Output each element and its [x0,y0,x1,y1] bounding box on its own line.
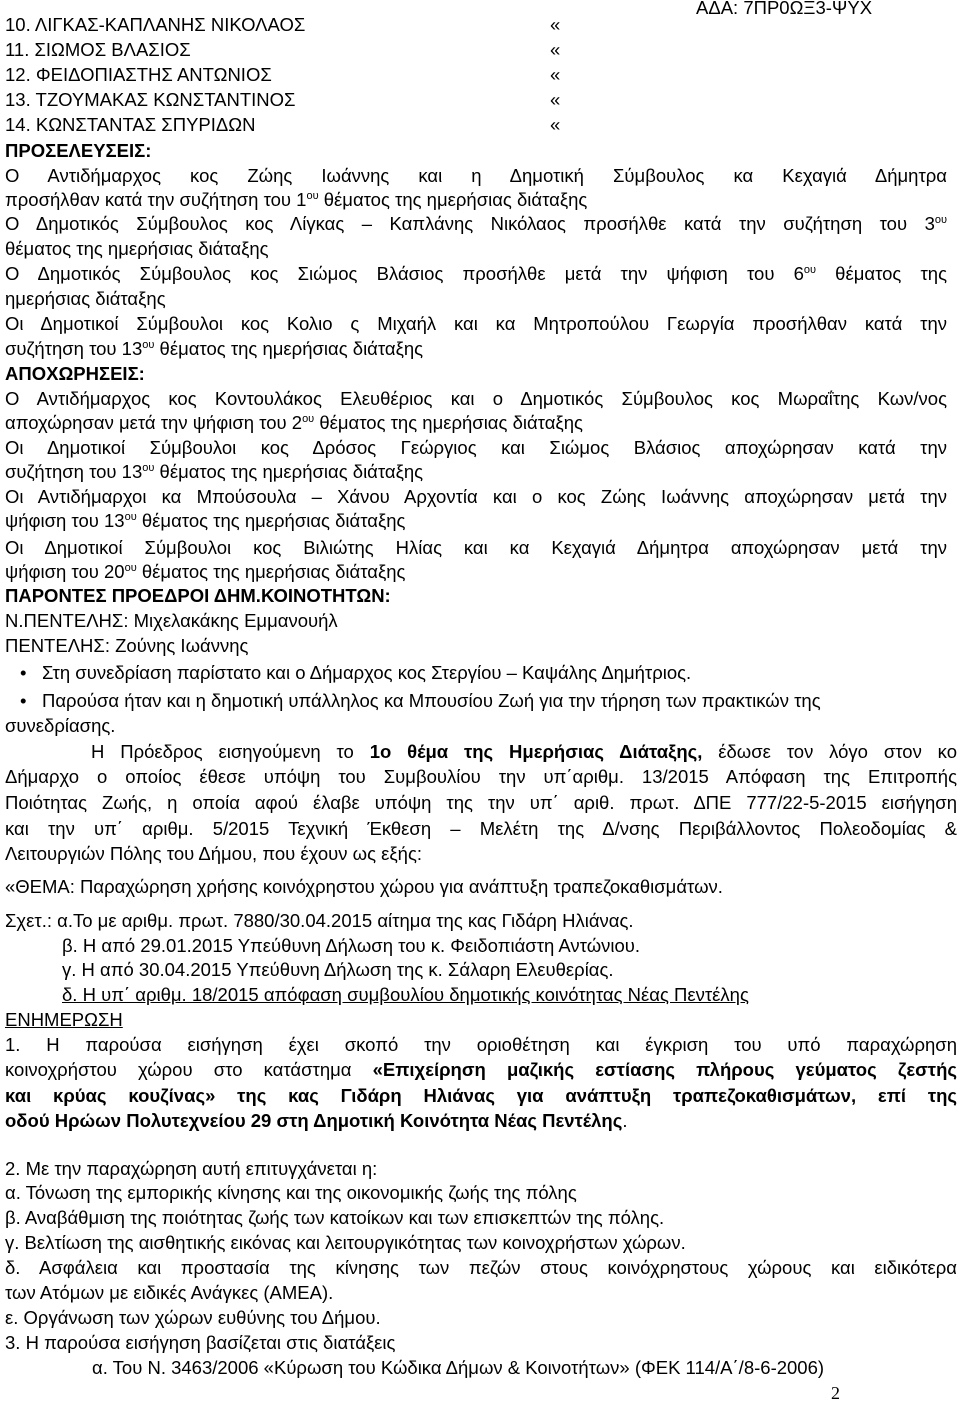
briefing-item-c: γ. Βελτίωση της αισθητικής εικόνας και λειτουργικότητας των κοινοχρήστων χώρων. [5,1232,686,1253]
arrivals-p3-line1: Ο Δημοτικός Σύμβουλος κος Σιώμος Βλάσιος προσήλθε μετά την ψήφιση του $6^{o\upsilon}$ θέματος της [5,263,947,284]
arrivals-p1-line2: προσήλθαν κατά την συζήτηση του $1^{o\upsilon}$ θέματος της ημερήσιας διάταξης [5,189,588,210]
presidents-line1: Ν.ΠΕΝΤΕΛΗΣ: Μιχελακάκης Εμμανουήλ [5,610,338,631]
ref-d: δ. Η υπ΄ αριθμ. 18/2015 απόφαση συμβουλίου δημοτικής κοινότητας Νέας Πεντέλης [62,984,749,1005]
member-line-12: 12. ΦΕΙΔΟΠΙΑΣΤΗΣ ΑΝΤΩΝΙΟΣ « [5,64,561,85]
departures-heading: ΑΠΟΧΩΡΗΣΕΙΣ: [5,363,145,384]
page-number: 2 [831,1383,840,1403]
arrivals-p4-line1: Οι Δημοτικοί Σύμβουλοι κος Κολιο ς Μιχαήλ και κα Μητροπούλου Γεωργία προσήλθαν κατά την [5,313,947,334]
departures-p2-line1: Οι Δημοτικοί Σύμβουλοι κος Δρόσος Γεώργιος και Σιώμος Βλάσιος αποχώρησαν κατά την [5,437,947,458]
briefing-p1-line1: 1. Η παρούσα εισήγηση έχει σκοπό την οριοθέτηση και έγκριση του υπό παραχώρηση [5,1034,957,1055]
ref-b: β. Η από 29.01.2015 Υπεύθυνη Δήλωση του κ. Φειδοπιάστη Αντώνιου. [62,935,641,956]
presidents-heading: ΠΑΡΟΝΤΕΣ ΠΡΟΕΔΡΟΙ ΔΗΜ.ΚΟΙΝΟΤΗΤΩΝ: [5,585,391,606]
ada-code: ΑΔΑ: 7ΠΡ0ΩΞ3-ΨΥΧ [696,0,873,18]
arrivals-p2-line1: Ο Δημοτικός Σύμβουλος κος Λίγκας – Καπλάνης Νικόλαος προσήλθε κατά την συζήτηση του $3^{o\upsilon}$ [5,213,947,234]
ref-a: Σχετ.: α.Το με αριθμ. πρωτ. 7880/30.04.2015 αίτημα της κας Γιδάρη Ηλιάνας. [5,910,634,931]
departures-p3-line2: ψήφιση του $13^{o\upsilon}$ θέματος της ημερήσιας διάταξης [5,510,406,531]
briefing-item-d-line2: των Ατόμων με ειδικές Ανάγκες (ΑΜΕΑ). [5,1282,334,1303]
departures-p4-line2: ψήφιση του $20^{o\upsilon}$ θέματος της ημερήσιας διάταξης [5,561,406,582]
arrivals-p1-line1: Ο Αντιδήμαρχος κος Ζώης Ιωάννης και η Δημοτική Σύμβουλος κα Κεχαγιά Δήμητρα [5,165,947,186]
briefing-item-e: ε. Οργάνωση των χώρων ευθύνης του Δήμου. [5,1307,381,1328]
bullet-icon: • [20,690,27,711]
departures-p2-line2: συζήτηση του $13^{o\upsilon}$ θέματος της ημερήσιας διάταξης [5,461,424,482]
member-line-13: 13. ΤΖΟΥΜΑΚΑΣ ΚΩΝΣΤΑΝΤΙΝΟΣ « [5,89,561,110]
briefing-item-a: α. Τόνωση της εμπορικής κίνησης και της οικονομικής ζωής της πόλης [5,1182,577,1203]
briefing-p1-line4: οδού Ηρώων Πολυτεχνείου 29 στη Δημοτική Κοινότητα Νέας Πεντέλης. [5,1110,628,1131]
intro-line4: και την υπ΄ αριθμ. 5/2015 Τεχνική Έκθεση – Μελέτη της Δ/νσης Περιβάλλοντος Πολεοδομίας & [5,818,957,839]
intro-line1: Η Πρόεδρος εισηγούμενη το 1ο θέμα της Ημερήσιας Διάταξης, έδωσε τον λόγο στον κο [91,741,957,762]
briefing-item-b: β. Αναβάθμιση της ποιότητας ζωής των κατοίκων και των επισκεπτών της πόλης. [5,1207,665,1228]
arrivals-p4-line2: συζήτηση του $13^{o\upsilon}$ θέματος της ημερήσιας διάταξης [5,338,424,359]
presidents-line2: ΠΕΝΤΕΛΗΣ: Ζούνης Ιωάννης [5,635,249,656]
member-line-10: 10. ΛΙΓΚΑΣ-ΚΑΠΛΑΝΗΣ ΝΙΚΟΛΑΟΣ « [5,14,561,35]
briefing-item-d-line1: δ. Ασφάλεια και προστασία της κίνησης των πεζών στους κοινόχρηστους χώρους και ειδικότερα [5,1257,957,1278]
departures-p3-line1: Οι Αντιδήμαρχοι κα Μπούσουλα – Χάνου Αρχοντία και ο κος Ζώης Ιωάννης αποχώρησαν μετά την [5,486,947,507]
arrivals-heading: ΠΡΟΣΕΛΕΥΣΕΙΣ: [5,140,152,161]
bullet-icon: • [20,662,27,683]
briefing-heading: ΕΝΗΜΕΡΩΣΗ [5,1009,123,1030]
intro-line2: Δήμαρχο ο οποίος έθεσε υπόψη του Συμβουλίου την υπ΄αριθμ. 13/2015 Απόφαση της Επιτροπής [5,766,957,787]
intro-line5: Λειτουργιών Πόλης του Δήμου, που έχουν ως εξής: [5,843,423,864]
arrivals-p3-line2: ημερήσιας διάταξης [5,288,166,309]
bullet-item-clerk-line2: συνεδρίασης. [5,715,116,736]
departures-p4-line1: Οι Δημοτικοί Σύμβουλοι κος Βιλιώτης Ηλίας και κα Κεχαγιά Δήμητρα αποχώρησαν μετά την [5,537,947,558]
ref-c: γ. Η από 30.04.2015 Υπεύθυνη Δήλωση της κ. Σάλαρη Ελευθερίας. [62,959,614,980]
briefing-law-a: α. Του Ν. 3463/2006 «Κύρωση του Κώδικα Δήμων & Κοινοτήτων» (ΦΕΚ 114/Α΄/8-6-2006) [92,1357,825,1378]
departures-p1-line2: αποχώρησαν μετά την ψήφιση του $2^{o\upsilon}$ θέματος της ημερήσιας διάταξης [5,412,583,433]
briefing-p1-line3: και κρύας κουζίνας» της κας Γιδάρη Ηλιάνας για ανάπτυξη τραπεζοκαθισμάτων, επί της [5,1085,957,1106]
briefing-p3: 3. Η παρούσα εισήγηση βασίζεται στις διατάξεις [5,1332,396,1353]
subject-line: «ΘΕΜΑ: Παραχώρηση χρήσης κοινόχρηστου χώρου για ανάπτυξη τραπεζοκαθισμάτων. [5,876,723,897]
briefing-p2: 2. Με την παραχώρηση αυτή επιτυγχάνεται η: [5,1158,378,1179]
member-line-11: 11. ΣΙΩΜΟΣ ΒΛΑΣΙΟΣ « [5,39,561,60]
briefing-p1-line2: κοινοχρήστου χώρου στο κατάστημα «Επιχείρηση μαζικής εστίασης πλήρους γεύματος ζεστής [5,1059,957,1080]
departures-p1-line1: Ο Αντιδήμαρχος κος Κοντουλάκος Ελευθέριος και ο Δημοτικός Σύμβουλος κος Μωραΐτης Κων/νος [5,388,947,409]
member-line-14: 14. ΚΩΝΣΤΑΝΤΑΣ ΣΠΥΡΙΔΩΝ « [5,114,561,135]
arrivals-p2-line2: θέματος της ημερήσιας διάταξης [5,238,269,259]
intro-line3: Ποιότητας Ζωής, η οποία αφού έλαβε υπόψη της την υπ΄ αριθ. πρωτ. ΔΠΕ 777/22-5-2015 εισήγηση [5,792,957,813]
